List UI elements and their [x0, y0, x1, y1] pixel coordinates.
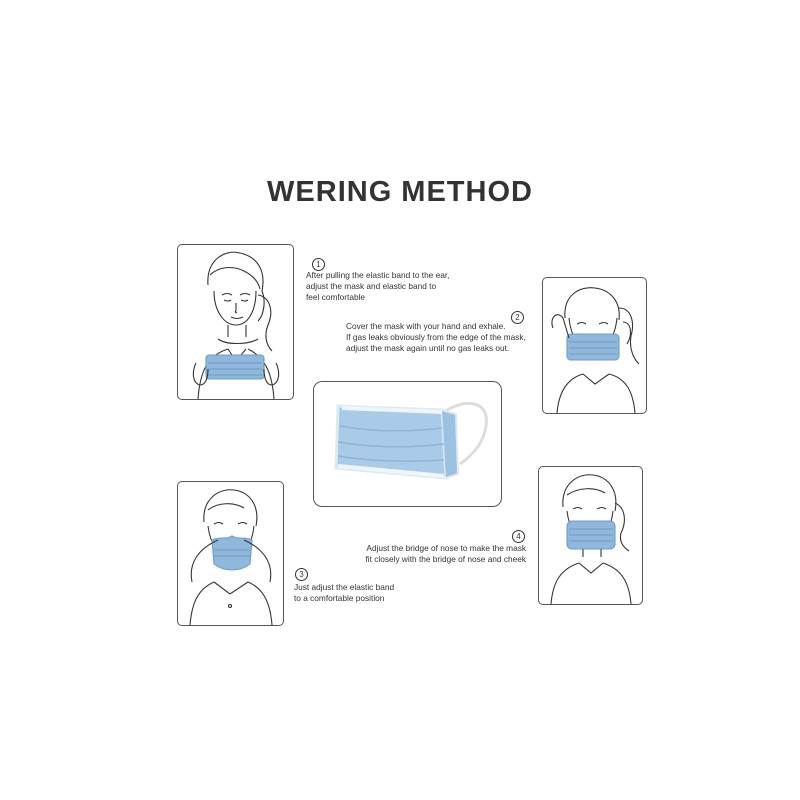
- step-3-text: [294, 582, 394, 604]
- step-2-line: adjust the mask again until no gas leaks out.: [346, 343, 510, 353]
- step-4-text: [364, 543, 526, 565]
- illustration-covering-mask: [542, 277, 647, 414]
- step-2-number: 2: [511, 311, 524, 324]
- illustration-wearing-mask: [538, 466, 643, 605]
- step-1-line: adjust the mask and elastic band to: [306, 281, 437, 291]
- illustration-holding-mask: [177, 244, 294, 400]
- step-2-text: [346, 321, 526, 354]
- illustration-pinching-nose-clip: [177, 481, 284, 626]
- step-1-number: 1: [312, 258, 325, 271]
- step-4-line: Adjust the bridge of nose to make the mask: [366, 543, 526, 553]
- page-title: WERING METHOD: [267, 176, 533, 208]
- step-4-line: fit closely with the bridge of nose and cheek: [365, 554, 526, 564]
- woman-covering-mask-icon: [543, 278, 646, 413]
- woman-holding-mask-icon: [178, 245, 293, 399]
- surgical-mask-icon: [314, 382, 501, 506]
- step-1-text: [306, 270, 449, 303]
- step-2-line: If gas leaks obviously from the edge of the mask,: [346, 332, 526, 342]
- woman-pinching-nose-icon: [178, 482, 283, 625]
- step-1-line: After pulling the elastic band to the ear,: [306, 270, 450, 280]
- step-2-line: Cover the mask with your hand and exhale.: [346, 321, 506, 331]
- woman-wearing-mask-icon: [539, 467, 642, 604]
- illustration-mask-photo: [313, 381, 502, 507]
- step-1-line: feel comfortable: [306, 292, 366, 302]
- step-3-number: 3: [295, 568, 308, 581]
- step-4-number: 4: [512, 530, 525, 543]
- step-3-line: Just adjust the elastic band: [294, 582, 395, 592]
- step-3-line: to a comfortable position: [294, 593, 385, 603]
